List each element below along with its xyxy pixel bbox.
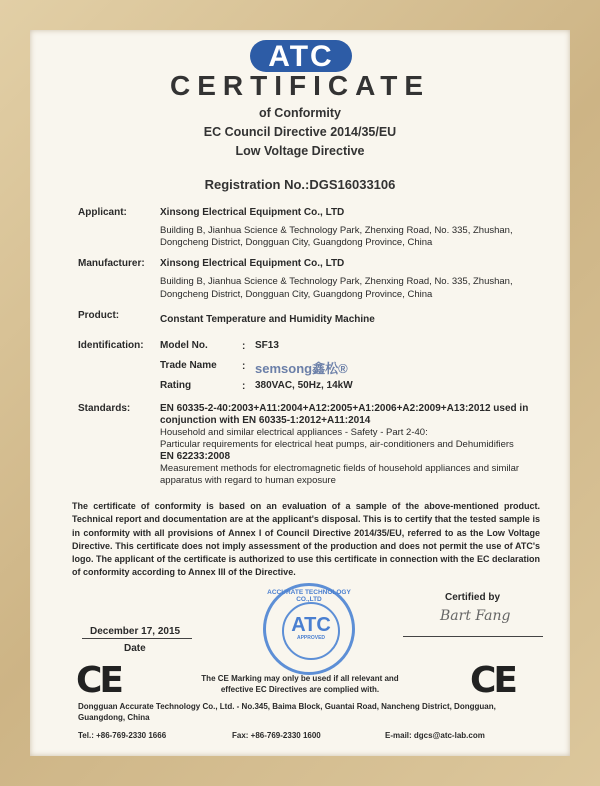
conformity-statement: The certificate of conformity is based on an evaluation of a sample of the above-mentioned product. Technical report and documentation are at the applicant's disposal. This is to certify that the tested sample is in conformity with all provisions of Annex I of Council Directive 2014/35/EU, referred to as the Low Voltage Directive. This certificate does not imply assessment of the production and does not permit the use of ATC's logo. The applicant of the certificate is authorized to use this certificate in connection with the EC declaration of conformity according to Annex III of the Directive. <box>72 501 540 578</box>
identification-label: Identification: <box>78 340 144 351</box>
stamp-ring-text: ACCURATE TECHNOLOGY CO.,LTD <box>267 589 351 603</box>
applicant-label: Applicant: <box>78 207 127 218</box>
subtitle: of Conformity <box>259 106 341 120</box>
model-key: Model No. <box>160 340 208 351</box>
footer-email: E-mail: dgcs@atc-lab.com <box>385 731 485 740</box>
manufacturer-name: Xinsong Electrical Equipment Co., LTD <box>160 258 345 269</box>
applicant-address-1: Building B, Jianhua Science & Technology Park, Zhenxing Road, No. 335, Zhushan, <box>160 225 513 236</box>
rating-key: Rating <box>160 380 192 391</box>
ce-note-1: The CE Marking may only be used if all relevant and <box>201 674 399 683</box>
manufacturer-label: Manufacturer: <box>78 258 145 269</box>
trade-name-sep: : <box>242 361 246 372</box>
footer-address-2: Guangdong, China <box>78 713 150 722</box>
applicant-name: Xinsong Electrical Equipment Co., LTD <box>160 207 345 218</box>
standard-line: conjunction with EN 60335-1:2012+A11:2014 <box>160 415 371 426</box>
rating-value: 380VAC, 50Hz, 14kW <box>255 380 353 391</box>
directive-name: Low Voltage Directive <box>235 144 365 158</box>
standard-line: Household and similar electrical appliances - Safety - Part 2-40: <box>160 427 428 438</box>
model-value: SF13 <box>255 340 279 351</box>
trade-name-key: Trade Name <box>160 360 217 371</box>
trade-name-logo: semsong鑫松® <box>255 361 348 376</box>
directive: EC Council Directive 2014/35/EU <box>203 125 397 139</box>
atc-logo: ATC <box>250 40 352 72</box>
standard-line: Particular requirements for electrical heat pumps, air-conditioners and Dehumidifiers <box>160 439 514 450</box>
stamp-center: ATC <box>291 614 331 636</box>
atc-approved-stamp <box>263 583 355 675</box>
date-label: Date <box>124 643 146 654</box>
standard-line: EN 62233:2008 <box>160 451 231 462</box>
model-sep: : <box>242 341 246 352</box>
manufacturer-address-2: Dongcheng District, Dongguan City, Guangdong Province, China <box>160 289 433 300</box>
footer-fax: Fax: +86-769-2330 1600 <box>232 731 321 740</box>
signature: Bart Fang <box>440 608 511 624</box>
stamp-sub: APPROVED <box>296 635 326 641</box>
certified-by-label: Certified by <box>445 592 501 603</box>
standard-line: Measurement methods for electromagnetic fields of household appliances and similar <box>160 463 520 474</box>
standards-label: Standards: <box>78 403 131 414</box>
product-value: Constant Temperature and Humidity Machine <box>160 314 375 325</box>
ce-note-2: effective EC Directives are complied with. <box>220 685 380 694</box>
ce-mark-left: CE <box>76 660 122 701</box>
date-value: December 17, 2015 <box>90 626 181 637</box>
manufacturer-address-1: Building B, Jianhua Science & Technology Park, Zhenxing Road, No. 335, Zhushan, <box>160 276 513 287</box>
date-line <box>82 638 192 639</box>
signature-line <box>403 636 543 637</box>
registration-number: Registration No.:DGS16033106 <box>204 177 396 192</box>
applicant-address-2: Dongcheng District, Dongguan City, Guangdong Province, China <box>160 237 433 248</box>
standard-line: apparatus with regard to human exposure <box>160 475 336 486</box>
certificate-title: CERTIFICATE <box>169 70 431 101</box>
rating-sep: : <box>242 381 246 392</box>
standard-line: EN 60335-2-40:2003+A11:2004+A12:2005+A1:2006+A2:2009+A13:2012 used in <box>160 403 529 414</box>
footer-address-1: Dongguan Accurate Technology Co., Ltd. - No.345, Baima Block, Guantai Road, Nancheng District, Dongguan, <box>78 702 496 711</box>
ce-mark-right: CE <box>470 660 516 701</box>
footer-tel: Tel.: +86-769-2330 1666 <box>78 731 167 740</box>
product-label: Product: <box>78 310 120 321</box>
